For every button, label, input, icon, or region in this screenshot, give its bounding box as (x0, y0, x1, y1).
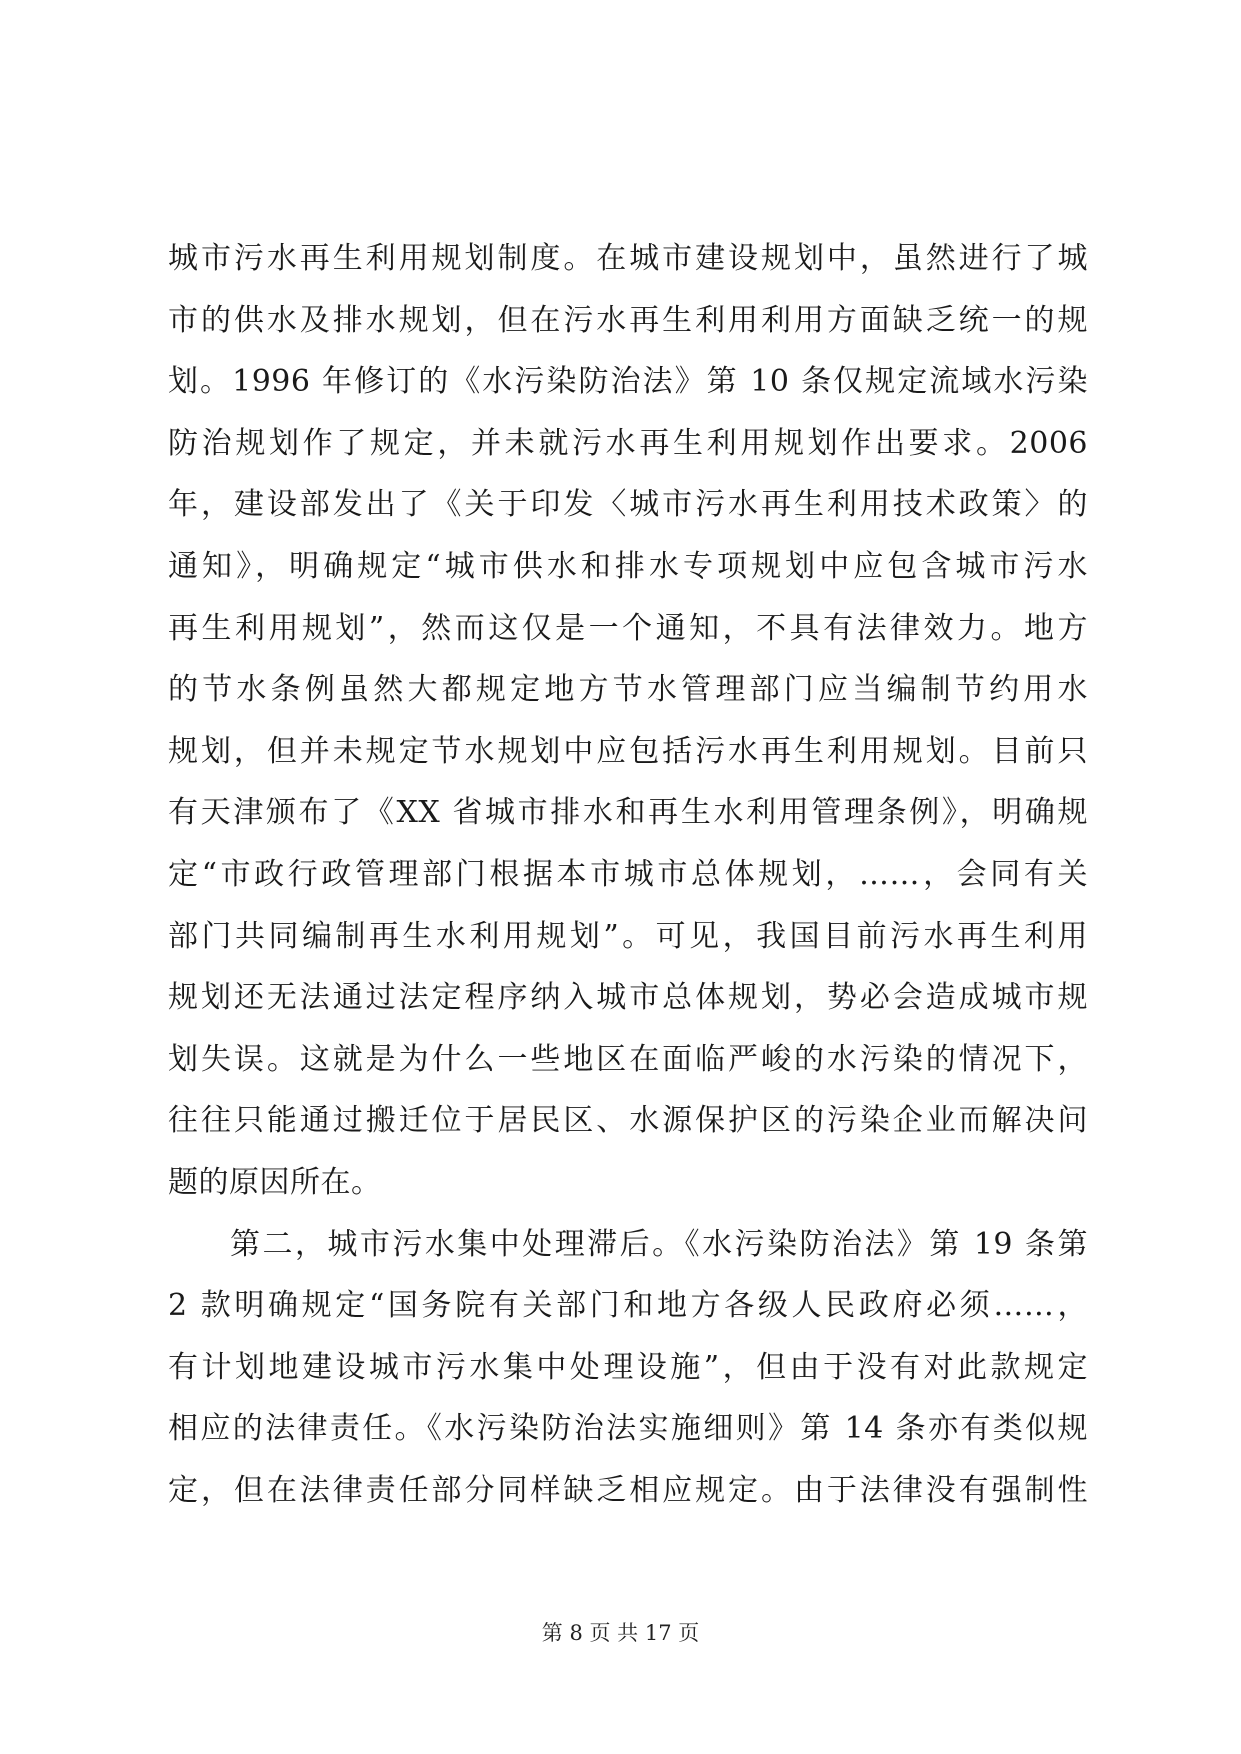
text-line: 规划还无法通过法定程序纳入城市总体规划，势必会造成城市规 (168, 980, 1088, 1016)
text-line: 第二，城市污水集中处理滞后。《水污染防治法》第 19 条第 (230, 1226, 1088, 1262)
text-line: 定“市政行政管理部门根据本市城市总体规划，……，会同有关 (168, 856, 1088, 892)
text-line: 通知》，明确规定“城市供水和排水专项规划中应包含城市污水 (168, 548, 1088, 584)
text-line: 部门共同编制再生水利用规划”。可见，我国目前污水再生利用 (168, 918, 1088, 954)
text-line: 相应的法律责任。《水污染防治法实施细则》第 14 条亦有类似规 (168, 1411, 1088, 1447)
text-line: 年，建设部发出了《关于印发〈城市污水再生利用技术政策〉的 (168, 487, 1088, 523)
text-line: 划失误。这就是为什么一些地区在面临严峻的水污染的情况下， (168, 1041, 1088, 1077)
text-line: 市的供水及排水规划，但在污水再生利用利用方面缺乏统一的规 (168, 302, 1088, 338)
text-line: 2 款明确规定“国务院有关部门和地方各级人民政府必须……， (168, 1288, 1088, 1324)
text-line: 再生利用规划”，然而这仅是一个通知，不具有法律效力。地方 (168, 610, 1088, 646)
text-line: 往往只能通过搬迁位于居民区、水源保护区的污染企业而解决问 (168, 1103, 1088, 1139)
body-text (168, 228, 1088, 1521)
text-line: 城市污水再生利用规划制度。在城市建设规划中，虽然进行了城 (168, 241, 1088, 276)
text-line: 防治规划作了规定，并未就污水再生利用规划作出要求。2006 (168, 425, 1088, 461)
text-line: 规划，但并未规定节水规划中应包括污水再生利用规划。目前只 (168, 733, 1088, 769)
text-line: 划。1996 年修订的《水污染防治法》第 10 条仅规定流域水污染 (168, 364, 1088, 400)
page-number-label: 第 8 页 共 17 页 (541, 1621, 700, 1645)
text-line: 题的原因所在。 (168, 1164, 382, 1200)
text-line: 有天津颁布了《XX 省城市排水和再生水利用管理条例》，明确规 (168, 795, 1088, 831)
text-line: 的节水条例虽然大都规定地方节水管理部门应当编制节约用水 (168, 672, 1088, 708)
page-footer (0, 1618, 1241, 1648)
text-line: 定，但在法律责任部分同样缺乏相应规定。由于法律没有强制性 (168, 1472, 1088, 1508)
text-line: 有计划地建设城市污水集中处理设施”，但由于没有对此款规定 (168, 1349, 1088, 1385)
